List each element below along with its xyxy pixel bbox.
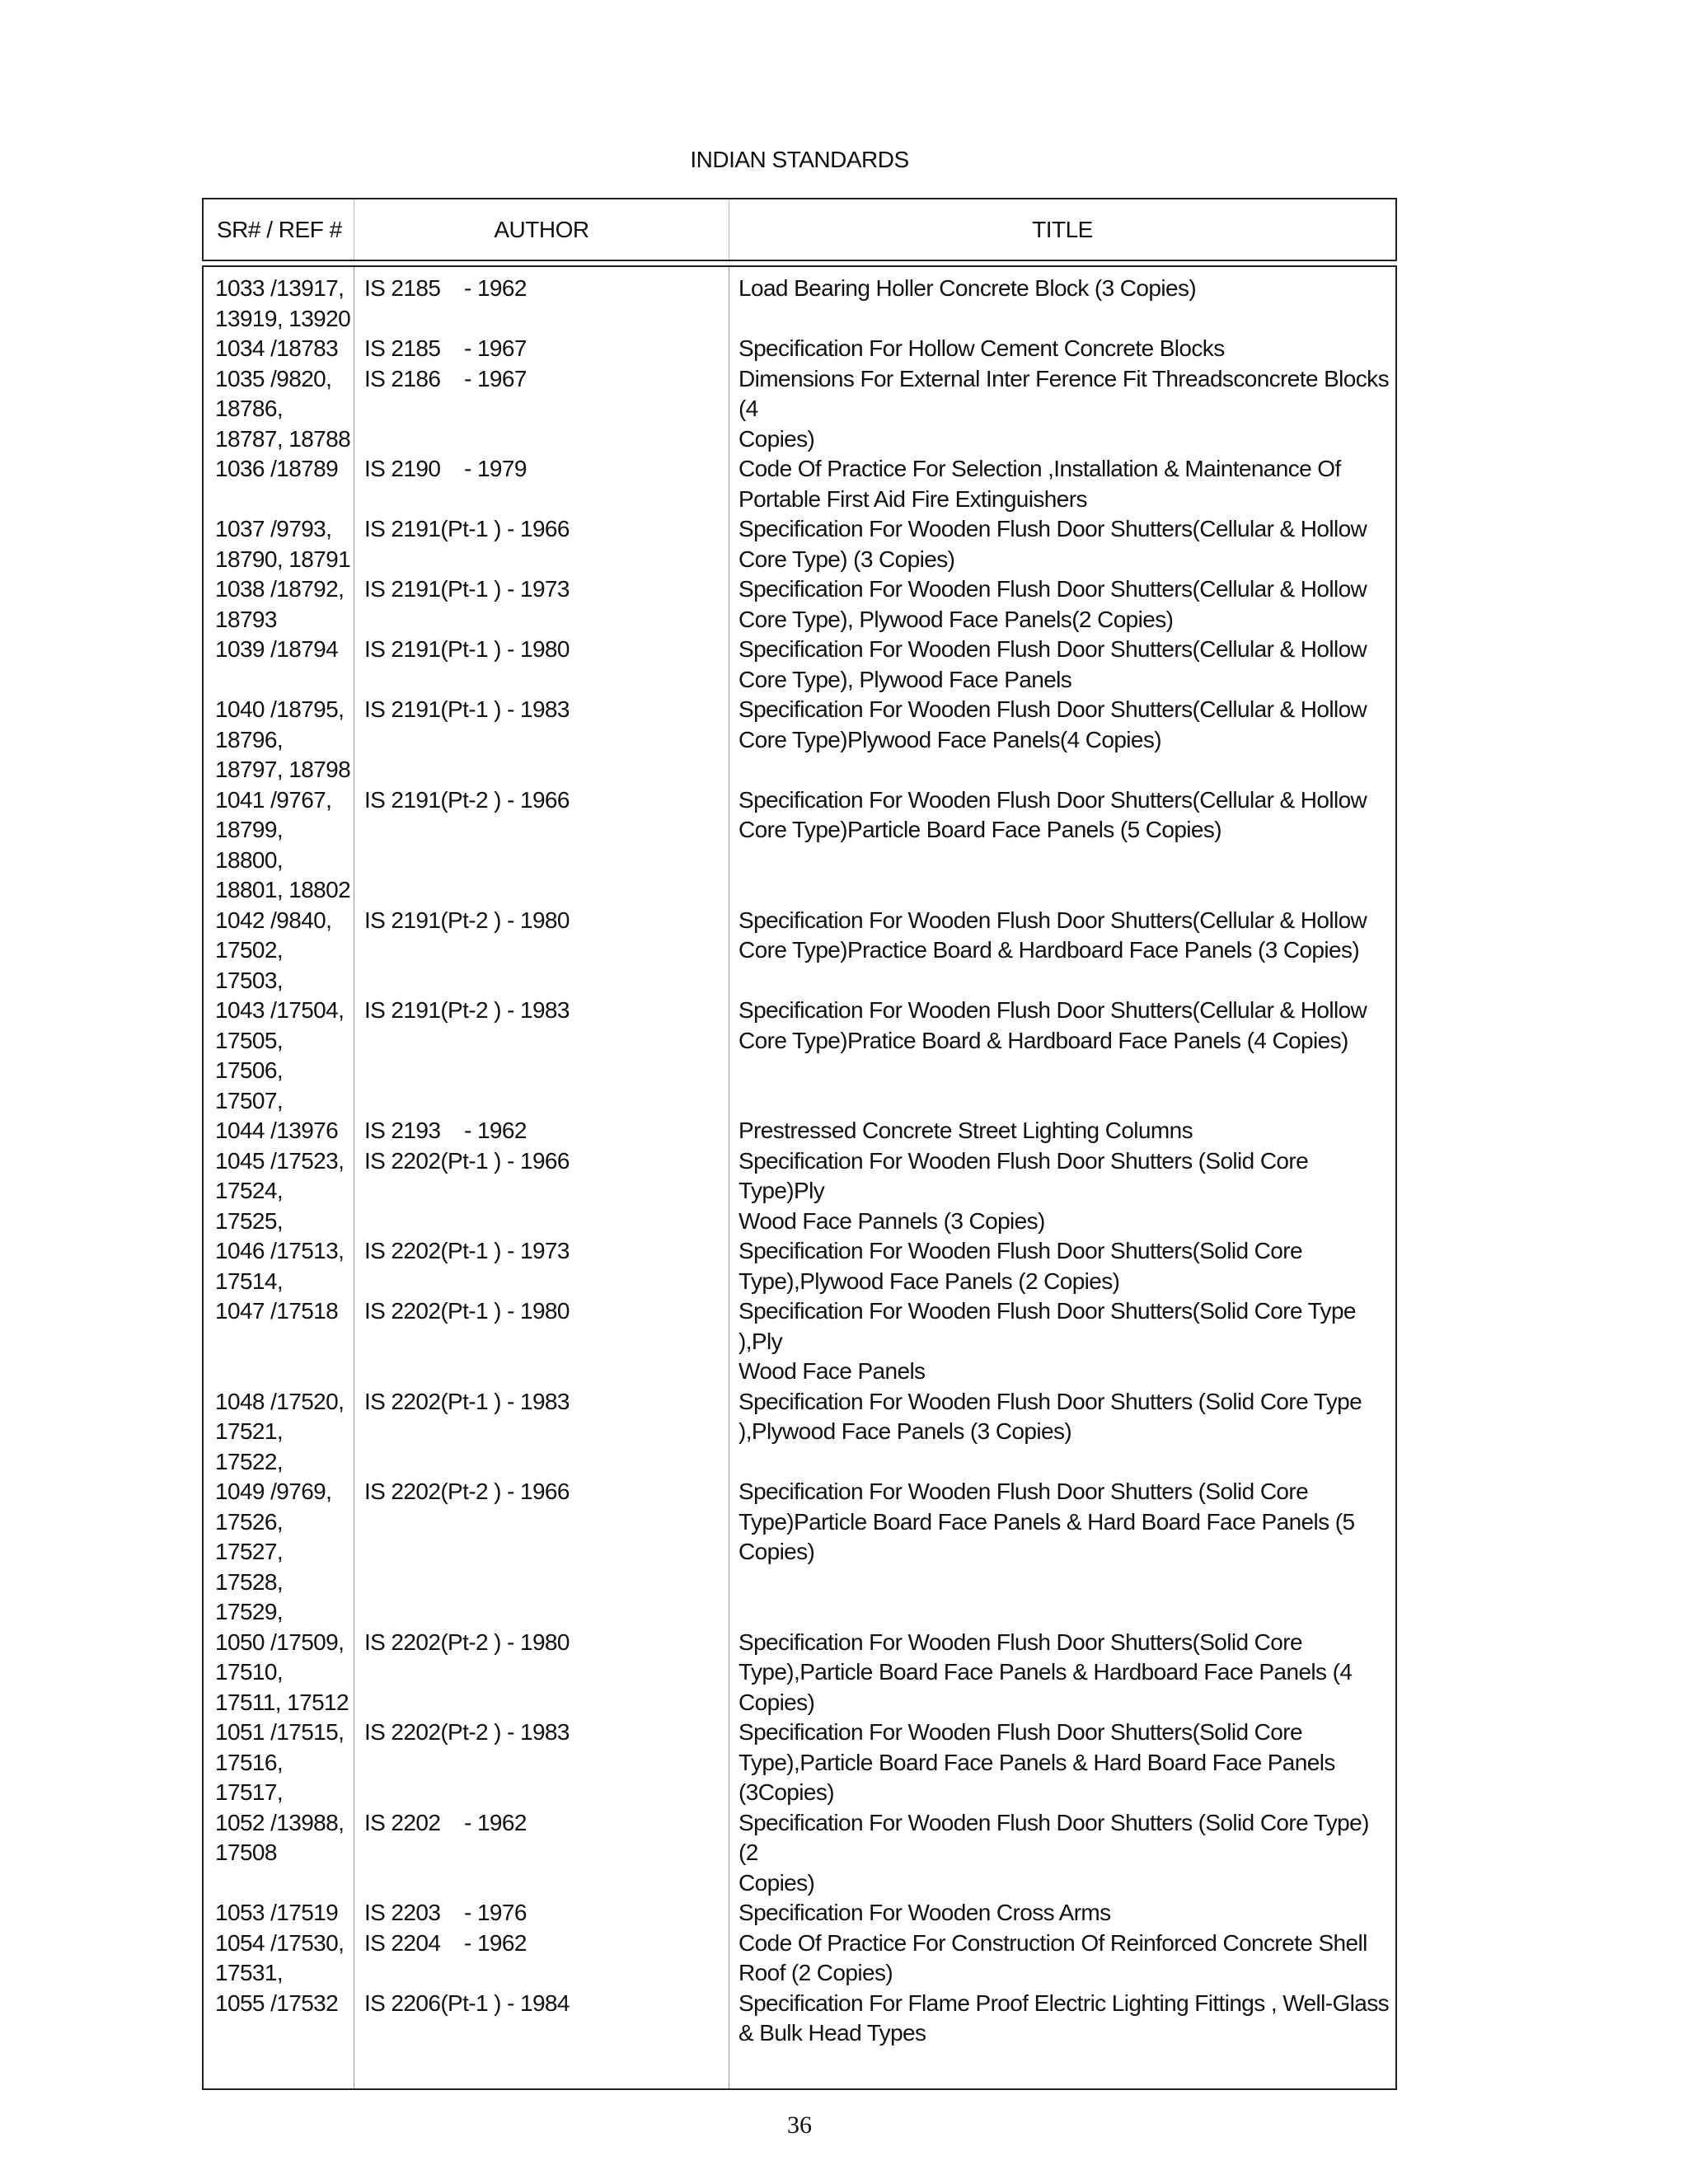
title-cell: Specification For Wooden Flush Door Shutters(Solid Core Type ),Ply Wood Face Panels — [738, 1298, 1356, 1384]
title-cell: Load Bearing Holler Concrete Block (3 Copies) — [738, 275, 1197, 301]
author-cell: IS 2202(Pt-2 ) - 1966 — [364, 1479, 570, 1504]
ref-cell: 1050 /17509, 17510, 17511, 17512 — [215, 1629, 349, 1715]
author-cell: IS 2191(Pt-1 ) - 1973 — [364, 576, 570, 602]
title-cell: Specification For Flame Proof Electric Lighting Fittings , Well-Glass & Bulk Head Types — [738, 1990, 1390, 2046]
ref-cell: 1042 /9840, 17502, 17503, — [215, 907, 332, 993]
ref-cell: 1047 /17518 — [215, 1298, 339, 1324]
author-cell: IS 2191(Pt-1 ) - 1966 — [364, 516, 570, 541]
table-row — [202, 1989, 1397, 2049]
table-row — [202, 1116, 1397, 1146]
header-sr: SR# / REF # — [217, 216, 342, 242]
table-row — [202, 454, 1397, 514]
title-cell: Specification For Wooden Flush Door Shutters(Cellular & Hollow Core Type) (3 Copies) — [738, 516, 1367, 572]
ref-cell: 1041 /9767, 18799, 18800, 18801, 18802 — [215, 786, 351, 902]
title-cell: Specification For Wooden Flush Door Shutters(Cellular & Hollow Core Type)Particle Board Face Panels (5 Copies) — [738, 786, 1367, 842]
title-cell: Specification For Wooden Flush Door Shutters (Solid Core Type)Particle Board Face Panels & Hard Board Face Panels (5 Copies) — [738, 1479, 1355, 1564]
table-row — [202, 1929, 1397, 1989]
ref-cell: 1055 /17532 — [215, 1990, 339, 2016]
author-cell: IS 2202 - 1962 — [364, 1809, 527, 1835]
page-title: INDIAN STANDARDS — [690, 147, 909, 172]
author-cell: IS 2203 - 1976 — [364, 1900, 527, 1925]
ref-cell: 1045 /17523, 17524, 17525, — [215, 1147, 345, 1234]
ref-cell: 1053 /17519 — [215, 1900, 339, 1925]
title-cell: Specification For Wooden Flush Door Shutters (Solid Core Type) (2 Copies) — [738, 1809, 1369, 1896]
author-cell: IS 2191(Pt-2 ) - 1966 — [364, 786, 570, 813]
table-row — [202, 334, 1397, 364]
author-cell: IS 2193 - 1962 — [364, 1118, 527, 1143]
author-cell: IS 2190 - 1979 — [364, 456, 527, 481]
table-header — [202, 198, 1397, 261]
table-row — [202, 1387, 1397, 1478]
table-row — [202, 1296, 1397, 1387]
title-cell: Specification For Wooden Flush Door Shutters(Cellular & Hollow Core Type)Pratice Board & Hardboard Face Panels (4 Copies) — [738, 997, 1367, 1053]
ref-cell: 1048 /17520, 17521, 17522, — [215, 1388, 345, 1474]
header-title: TITLE — [729, 199, 1395, 260]
table-body — [202, 274, 1397, 2049]
author-cell: IS 2191(Pt-2 ) - 1980 — [364, 907, 570, 933]
author-cell: IS 2186 - 1967 — [364, 365, 527, 391]
author-cell: IS 2202(Pt-1 ) - 1983 — [364, 1388, 570, 1414]
title-cell: Specification For Wooden Flush Door Shutters(Cellular & Hollow Core Type)Plywood Face Panels(4 Copies) — [738, 696, 1367, 752]
title-cell: Specification For Wooden Flush Door Shutters(Solid Core Type),Plywood Face Panels (2 Copies) — [738, 1238, 1302, 1294]
title-cell: Code Of Practice For Selection ,Installation & Maintenance Of Portable First Aid Fire Extinguishers — [738, 456, 1341, 512]
header-author: AUTHOR — [354, 199, 729, 260]
table-row — [202, 1236, 1397, 1296]
table-row — [202, 574, 1397, 635]
table-row — [202, 514, 1397, 574]
author-cell: IS 2202(Pt-2 ) - 1980 — [364, 1629, 570, 1655]
title-cell: Specification For Wooden Flush Door Shutters (Solid Core Type ),Plywood Face Panels (3 Copies) — [738, 1388, 1362, 1444]
title-cell: Specification For Wooden Flush Door Shutters(Solid Core Type),Particle Board Face Panels & Hard Board Face Panels (3Copies) — [738, 1719, 1335, 1805]
ref-cell: 1033 /13917, 13919, 13920 — [215, 275, 351, 331]
table-row — [202, 1718, 1397, 1808]
title-cell: Specification For Wooden Flush Door Shutters (Solid Core Type)Ply Wood Face Pannels (3 Copies) — [738, 1147, 1309, 1234]
title-cell: Specification For Wooden Flush Door Shutters(Cellular & Hollow Core Type), Plywood Face Panels(2 Copies) — [738, 576, 1367, 632]
title-cell: Specification For Wooden Flush Door Shutters(Solid Core Type),Particle Board Face Panels & Hardboard Face Panels (4 Copies) — [738, 1629, 1353, 1715]
title-cell: Specification For Wooden Cross Arms — [738, 1900, 1111, 1925]
table-row — [202, 996, 1397, 1116]
table-row — [202, 1477, 1397, 1628]
ref-cell: 1039 /18794 — [215, 636, 339, 662]
ref-cell: 1044 /13976 — [215, 1118, 339, 1143]
table-row — [202, 906, 1397, 996]
ref-cell: 1035 /9820, 18786, 18787, 18788 — [215, 365, 351, 452]
title-cell: Dimensions For External Inter Ference Fit Threadsconcrete Blocks (4 Copies) — [738, 365, 1389, 452]
table-row — [202, 274, 1397, 334]
title-cell: Specification For Wooden Flush Door Shutters(Cellular & Hollow Core Type)Practice Board & Hardboard Face Panels (3 Copies) — [738, 907, 1367, 963]
author-cell: IS 2204 - 1962 — [364, 1929, 527, 1956]
ref-cell: 1052 /13988, 17508 — [215, 1809, 345, 1865]
ref-cell: 1046 /17513, 17514, — [215, 1238, 345, 1294]
page-number: 36 — [787, 2111, 812, 2139]
ref-cell: 1036 /18789 — [215, 456, 339, 481]
title-cell: Specification For Wooden Flush Door Shutters(Cellular & Hollow Core Type), Plywood Face Panels — [738, 636, 1367, 692]
author-cell: IS 2185 - 1962 — [364, 275, 527, 301]
table-row — [202, 695, 1397, 785]
author-cell: IS 2202(Pt-1 ) - 1980 — [364, 1298, 570, 1324]
ref-cell: 1040 /18795, 18796, 18797, 18798 — [215, 696, 351, 782]
ref-cell: 1051 /17515, 17516, 17517, — [215, 1719, 345, 1805]
table-row — [202, 785, 1397, 906]
ref-cell: 1049 /9769, 17526, 17527, 17528, 17529, — [215, 1479, 332, 1624]
table-row — [202, 1808, 1397, 1899]
author-cell: IS 2202(Pt-2 ) - 1983 — [364, 1719, 570, 1745]
table-row — [202, 635, 1397, 695]
author-cell: IS 2191(Pt-1 ) - 1983 — [364, 696, 570, 722]
table-row — [202, 1898, 1397, 1929]
author-cell: IS 2191(Pt-2 ) - 1983 — [364, 997, 570, 1023]
author-cell: IS 2191(Pt-1 ) - 1980 — [364, 636, 570, 662]
table-row — [202, 1146, 1397, 1237]
ref-cell: 1038 /18792, 18793 — [215, 576, 345, 632]
title-cell: Code Of Practice For Construction Of Reinforced Concrete Shell Roof (2 Copies) — [738, 1929, 1367, 1985]
ref-cell: 1043 /17504, 17505, 17506, 17507, — [215, 997, 345, 1113]
title-cell: Specification For Hollow Cement Concrete Blocks — [738, 335, 1225, 361]
author-cell: IS 2202(Pt-1 ) - 1966 — [364, 1147, 570, 1174]
table-row — [202, 364, 1397, 455]
table-row — [202, 1628, 1397, 1718]
ref-cell: 1037 /9793, 18790, 18791 — [215, 516, 351, 572]
title-cell: Prestressed Concrete Street Lighting Columns — [738, 1118, 1193, 1143]
author-cell: IS 2185 - 1967 — [364, 335, 527, 361]
author-cell: IS 2206(Pt-1 ) - 1984 — [364, 1990, 570, 2016]
author-cell: IS 2202(Pt-1 ) - 1973 — [364, 1238, 570, 1263]
ref-cell: 1054 /17530, 17531, — [215, 1929, 345, 1985]
ref-cell: 1034 /18783 — [215, 335, 339, 361]
